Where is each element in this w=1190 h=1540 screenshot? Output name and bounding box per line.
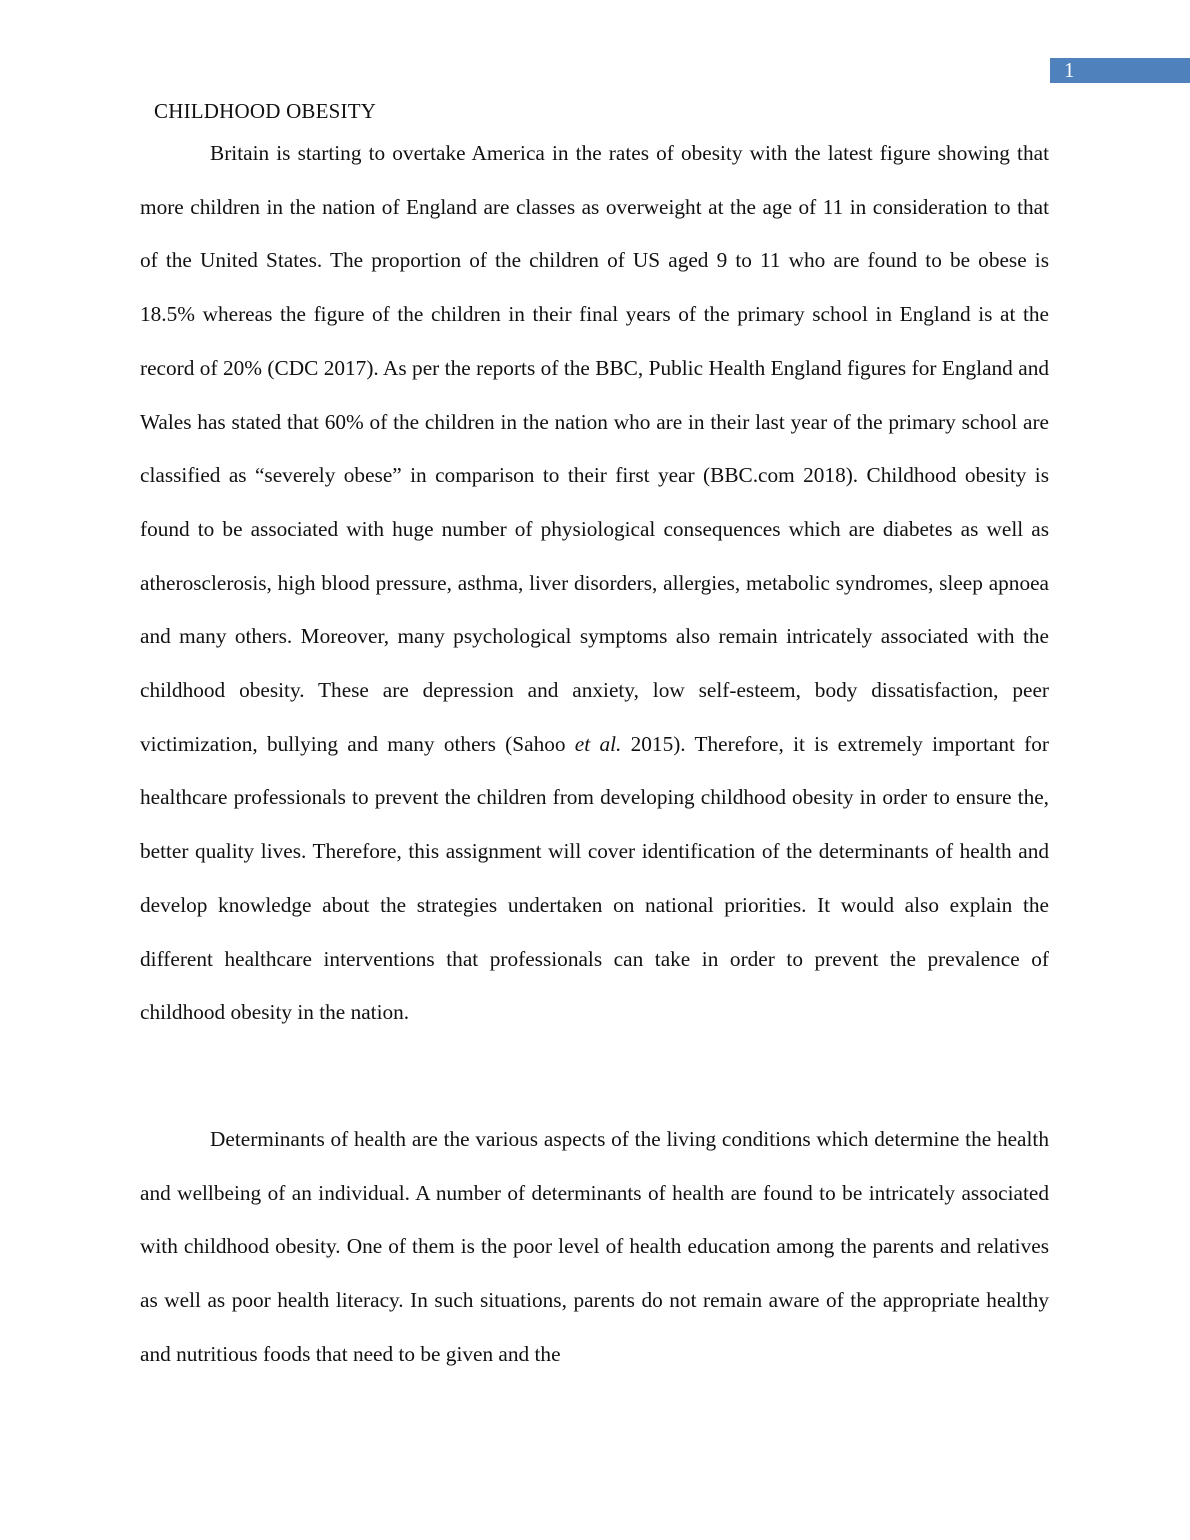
page-number-bar [1050,58,1190,83]
page-number: 1 [1064,58,1075,82]
paragraph-introduction-text-start: Britain is starting to overtake America in the rates of obesity with the latest figure showing that more children in the nation of England are classes as overweight at the age of 11 in consideration to that of the United States. The proportion of the children of US aged 9 to 11 who are found to be obese is 18.5% whereas the figure of the children in their final years of the primary school in England is at the record of 20% (CDC 2017). As per the reports of the BBC, Public Health England figures for England and Wales has stated that 60% of the children in the nation who are in their last year of the primary school are classified as “severely obese” in comparison to their first year (BBC.com 2018). Childhood obesity is found to be associated with huge number of physiological consequences which are diabetes as well as atherosclerosis, high blood pressure, asthma, liver disorders, allergies, metabolic syndromes, sleep apnoea and many others. Moreover, many psychological symptoms also remain intricately associated with the childhood obesity. These are depression and anxiety, low self-esteem, body dissatisfaction, peer victimization, bullying and many others (Sahoo [140,141,1049,756]
paragraph-introduction-text-end: 2015). Therefore, it is extremely important for healthcare professionals to prevent the children from developing childhood obesity in order to ensure the, better quality lives. Therefore, this assignment will cover identification of the determinants of health and develop knowledge about the strategies undertaken on national priorities. It would also explain the different healthcare interventions that professionals can take in order to prevent the prevalence of childhood obesity in the nation. [140,731,1049,1025]
paragraph-determinants: Determinants of health are the various aspects of the living conditions which determine the health and wellbeing of an individual. A number of determinants of health are found to be intricately associated with childhood obesity. One of them is the poor level of health education among the parents and relatives as well as poor health literacy. In such situations, parents do not remain aware of the appropriate healthy and nutritious foods that need to be given and the [140,1127,1049,1366]
paragraph-introduction [140,127,1049,1040]
document-title: CHILDHOOD OBESITY [154,99,377,123]
citation-et-al: et al. [574,731,622,756]
